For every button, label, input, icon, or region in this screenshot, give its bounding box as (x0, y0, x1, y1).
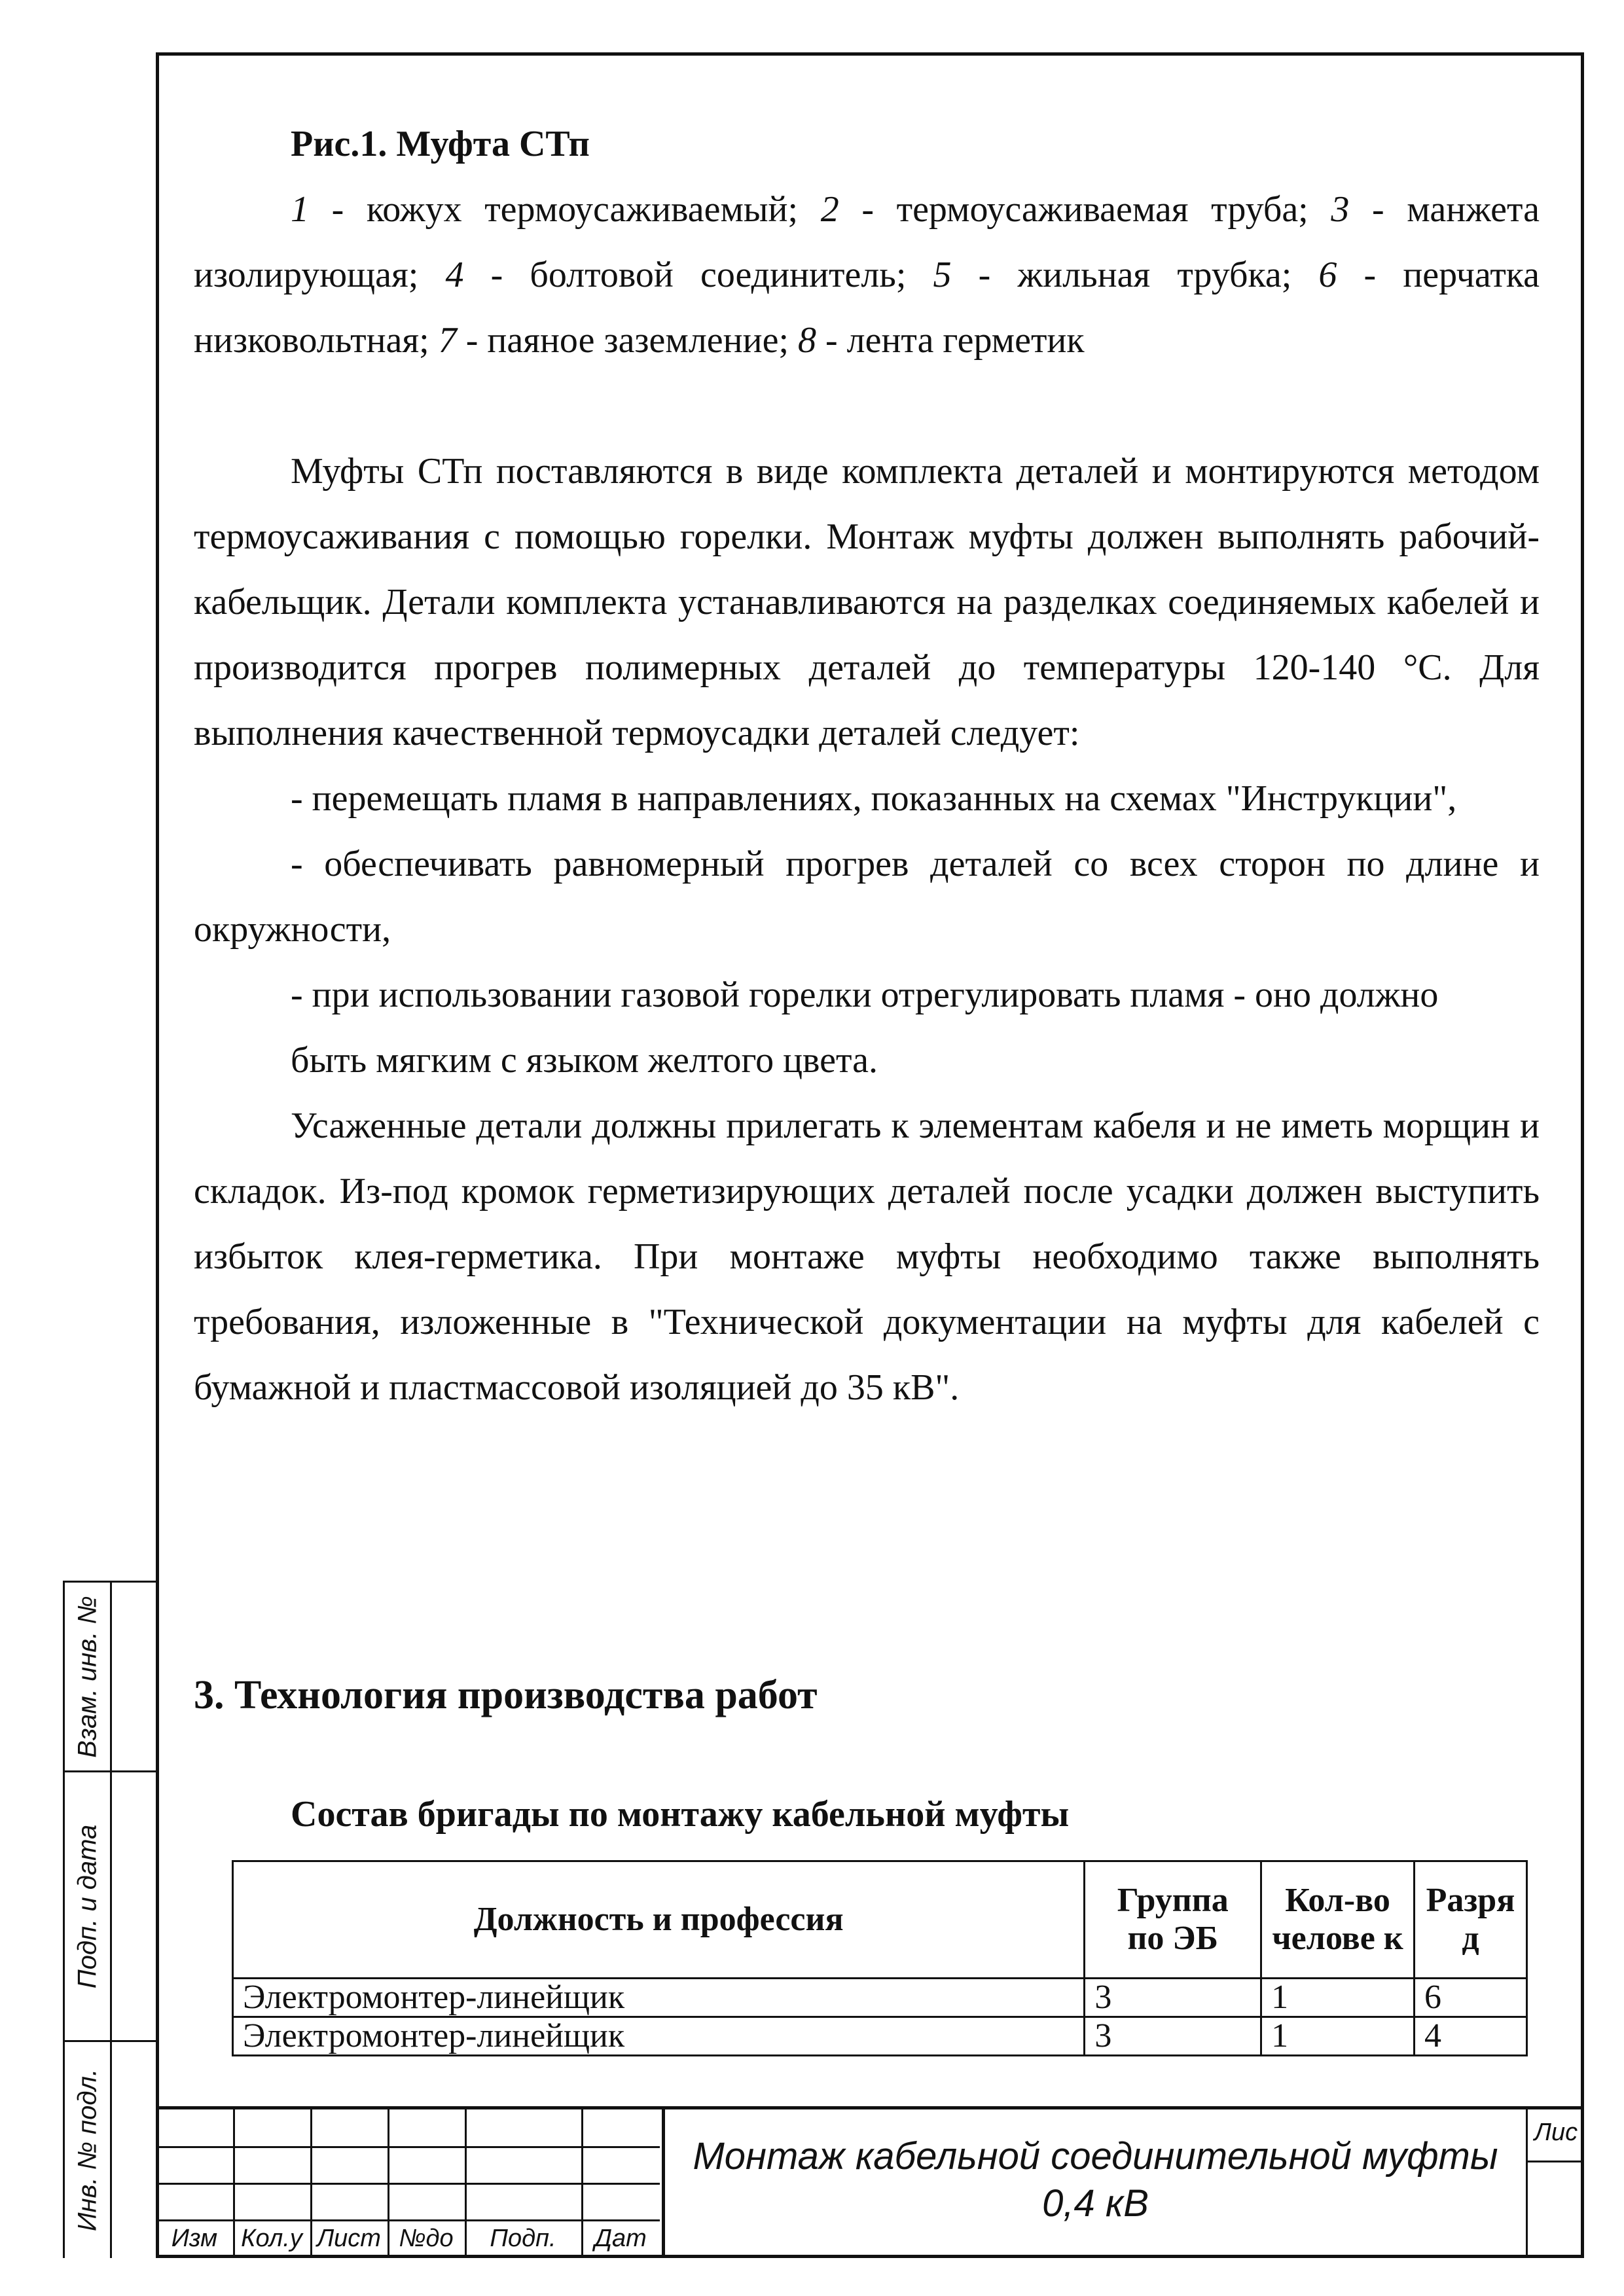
side-label: Взам. инв. № (73, 1595, 101, 1758)
column-header: Группа по ЭБ (1085, 1861, 1261, 1979)
list-item: - перемещать пламя в направлениях, показанных на схемах "Инструкции", (291, 778, 1457, 819)
stamp-col-label: Кол.у (241, 2225, 302, 2252)
legend-num: 7 (438, 320, 457, 361)
legend-text: - манжета изолирующая; (194, 189, 1540, 295)
table-cell: 3 (1085, 2017, 1261, 2056)
side-cell-vzam (63, 1581, 156, 1770)
column-header: Разря д (1415, 1861, 1527, 1979)
legend-num: 2 (820, 189, 839, 230)
document-title (662, 2109, 1526, 2258)
legend-num: 5 (933, 255, 952, 295)
legend-num: 3 (1331, 189, 1350, 230)
table-cell: 1 (1261, 2017, 1415, 2056)
sheet-label: Лис (1528, 2109, 1584, 2162)
legend-text: - кожух термоусаживаемый; (309, 189, 821, 230)
legend-text: - перчатка низковольтная; (194, 255, 1540, 361)
stamp-col-label: Дат (594, 2225, 647, 2252)
legend-text: - паяное заземление; (456, 320, 798, 361)
legend-text: - термоусаживаемая труба; (839, 189, 1331, 230)
stamp-col-label: Лист (317, 2225, 381, 2252)
spacer (194, 373, 1540, 439)
stamp-col-label: Подп. (490, 2225, 556, 2252)
figure-legend (194, 177, 1540, 373)
section-heading: 3. Технология производства работ (194, 1673, 818, 1717)
document-body (194, 111, 1540, 1420)
sheet-number-cell (1526, 2109, 1584, 2258)
table-row (233, 2017, 1527, 2056)
document-title-line: Монтаж кабельной соединительной муфты (693, 2135, 1498, 2178)
paragraph: Усаженные детали должны прилегать к элементам кабеля и не иметь морщин и складок. Из-под кромок герметизирующих деталей после усадки должен выступить избыток клея-герметика. При монтаже муфты необходимо также выполнять требования, изложенные в "Технической документации на муфты для кабелей с бумажной и пластмассовой изоляцией до 35 кВ". (194, 1105, 1540, 1408)
list-item-continuation: быть мягким с языком желтого цвета. (291, 1040, 878, 1081)
legend-text: - лента герметик (816, 320, 1085, 361)
side-label: Подп. и дата (73, 1824, 101, 1988)
legend-num: 1 (291, 189, 309, 230)
title-block (156, 2106, 1584, 2258)
paragraph: Муфты СТп поставляются в виде комплекта деталей и монтируются методом термоусаживания с помощью горелки. Монтаж муфты должен выполнять рабочий-кабельщик. Детали комплекта устанавливаются на разделках соединяемых кабелей и производится прогрев полимерных деталей до температуры 120-140 °С. Для выполнения качественной термоусадки деталей следует: (194, 451, 1540, 753)
table-row (233, 1979, 1527, 2017)
table-cell: 1 (1261, 1979, 1415, 2017)
stamp-col-label: Изм (171, 2225, 218, 2252)
column-header: Должность и профессия (233, 1861, 1085, 1979)
column-header: Кол-во челове к (1261, 1861, 1415, 1979)
title-block-grid (156, 2109, 660, 2258)
table-cell: Электромонтер-линейщик (233, 2017, 1085, 2056)
side-stamp-column (63, 1581, 156, 2258)
figure-caption: Рис.1. Муфта СТп (291, 124, 590, 164)
legend-num: 6 (1318, 255, 1337, 295)
side-cell-podp (63, 1770, 156, 2040)
document-title-line: 0,4 кВ (1042, 2182, 1149, 2225)
legend-text: - жильная трубка; (951, 255, 1319, 295)
table-header-row (233, 1861, 1527, 1979)
table-cell: 4 (1415, 2017, 1527, 2056)
table-cell: 3 (1085, 1979, 1261, 2017)
side-label: Инв. № подл. (73, 2068, 101, 2232)
list-item: - обеспечивать равномерный прогрев деталей со всех сторон по длине и окружности, (194, 844, 1540, 950)
table-cell: Электромонтер-линейщик (233, 1979, 1085, 2017)
stamp-col-label: №до (399, 2225, 454, 2252)
side-cell-inv (63, 2040, 156, 2258)
legend-text: - болтовой соединитель; (463, 255, 933, 295)
legend-num: 4 (445, 255, 464, 295)
crew-table (232, 1860, 1528, 2056)
list-item: - при использовании газовой горелки отрегулировать пламя - оно должно (291, 975, 1439, 1015)
table-cell: 6 (1415, 1979, 1527, 2017)
legend-num: 8 (798, 320, 816, 361)
table-caption: Состав бригады по монтажу кабельной муфты (291, 1794, 1070, 1835)
